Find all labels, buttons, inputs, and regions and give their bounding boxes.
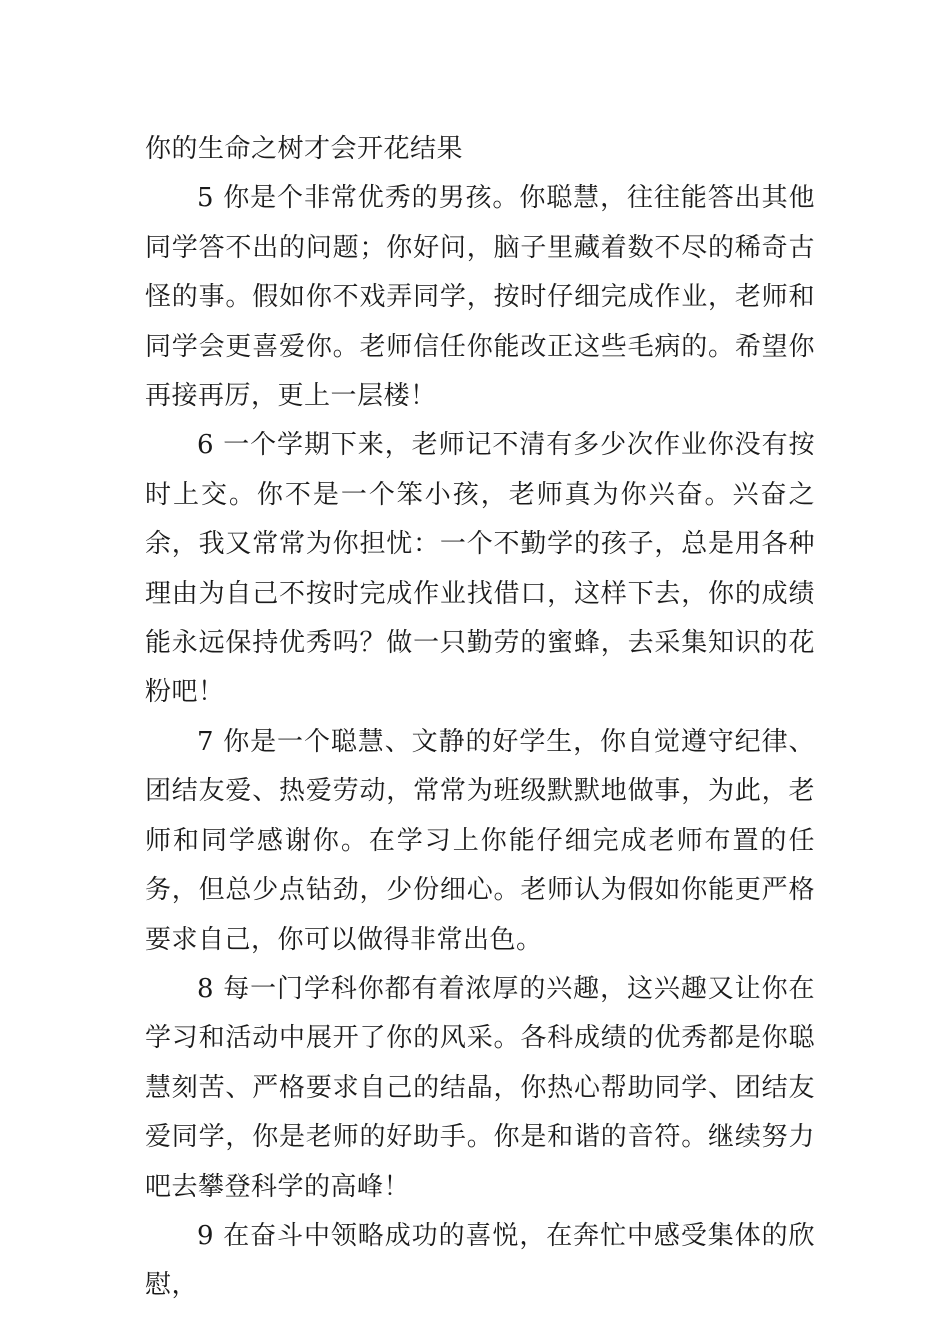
paragraph-4: 7 你是一个聪慧、文静的好学生，你自觉遵守纪律、团结友爱、热爱劳动，常常为班级默默地做事，为此，老师和同学感谢你。在学习上你能仔细完成老师布置的任务，但总少点钻劲，少份细心。老师认为假如你能更严格要求自己，你可以做得非常出色。 [145,726,815,955]
paragraph-3: 6 一个学期下来，老师记不清有多少次作业你没有按时上交。你不是一个笨小孩，老师真为你兴奋。兴奋之余，我又常常为你担忧：一个不勤学的孩子，总是用各种理由为自己不按时完成作业找借口，这样下去，你的成绩能永远保持优秀吗？做一只勤劳的蜜蜂，去采集知识的花粉吧！ [145,430,815,708]
paragraph-2: 5 你是个非常优秀的男孩。你聪慧，往往能答出其他同学答不出的问题；你好问，脑子里藏着数不尽的稀奇古怪的事。假如你不戏弄同学，按时仔细完成作业，老师和同学会更喜爱你。老师信任你能改正这些毛病的。希望你再接再厉，更上一层楼！ [145,183,815,412]
paragraph-5: 8 每一门学科你都有着浓厚的兴趣，这兴趣又让你在学习和活动中展开了你的风采。各科成绩的优秀都是你聪慧刻苦、严格要求自己的结晶，你热心帮助同学、团结友爱同学，你是老师的好助手。你是和谐的音符。继续努力吧去攀登科学的高峰！ [145,973,815,1202]
paragraph-6: 9 在奋斗中领略成功的喜悦，在奔忙中感受集体的欣慰， [145,1220,815,1301]
document-body [145,125,815,1311]
paragraph-1: 你的生命之树才会开花结果 [145,134,464,164]
